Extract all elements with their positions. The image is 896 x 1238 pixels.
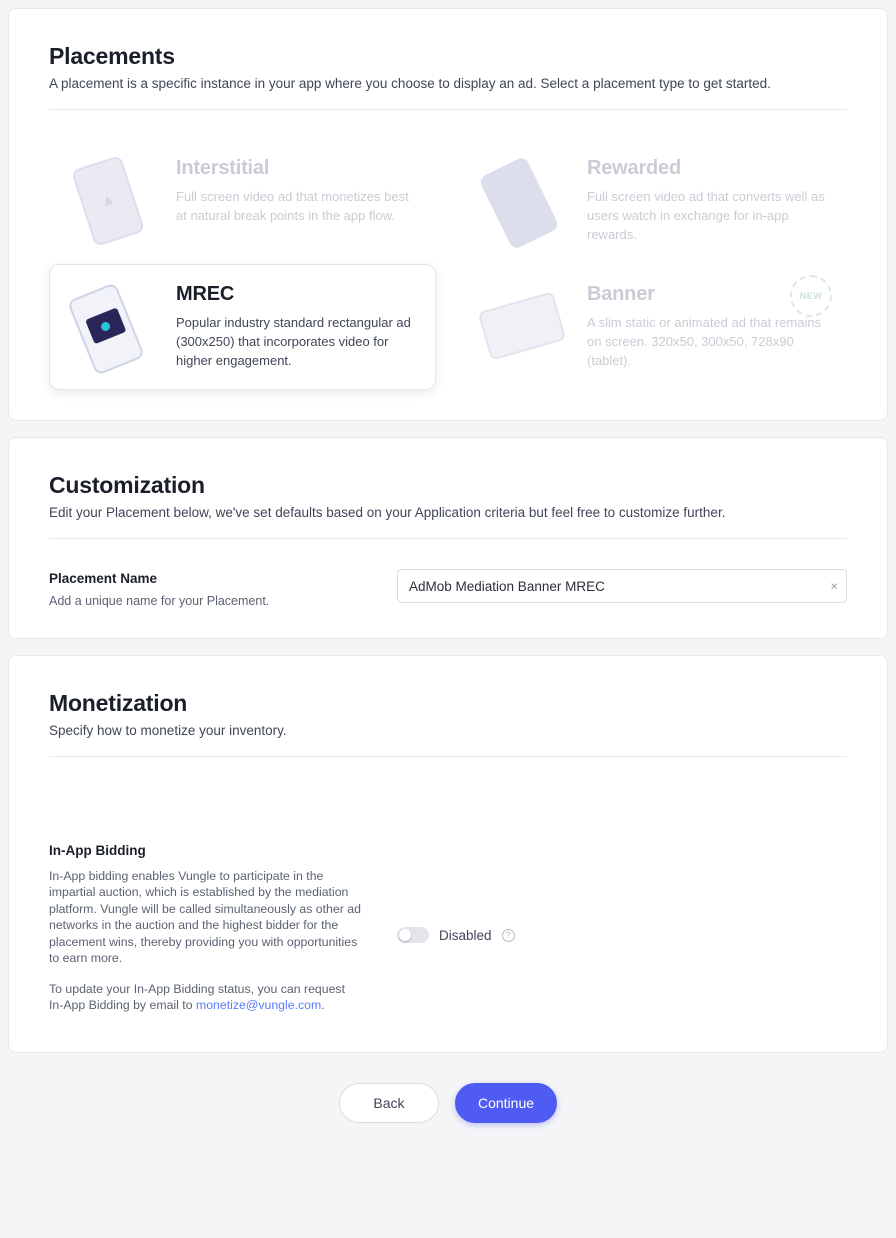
- placement-name-input[interactable]: [397, 569, 847, 603]
- placements-divider: [49, 109, 847, 110]
- in-app-bidding-contact: [49, 981, 361, 1014]
- placement-option-rewarded[interactable]: [460, 138, 847, 264]
- monetization-subtitle: Specify how to monetize your inventory.: [49, 723, 287, 738]
- in-app-bidding-state-label: Disabled: [439, 927, 492, 943]
- monetize-email-link[interactable]: monetize@vungle.com: [195, 998, 322, 1013]
- placement-option-title: Interstitial: [176, 157, 270, 179]
- placement-option-mrec[interactable]: [49, 264, 436, 390]
- placement-option-title: Rewarded: [587, 157, 681, 179]
- in-app-bidding-description: In-App bidding enables Vungle to participate in the impartial auction, which is established by the mediation platform. Vungle will be called simultaneously as other ad networks in the auction and the highest bidder for the placement wins, thereby providing you with opportunities to earn more.: [49, 869, 361, 966]
- monetization-card: [8, 655, 888, 1053]
- placement-options-grid: [49, 138, 847, 390]
- toggle-knob: [399, 929, 411, 941]
- placement-option-banner[interactable]: [460, 264, 847, 390]
- banner-thumbnail-icon: [477, 281, 573, 373]
- new-badge-icon: NEW: [790, 275, 832, 317]
- continue-button[interactable]: Continue: [455, 1083, 557, 1123]
- customization-subtitle: Edit your Placement below, we've set defaults based on your Application criteria but feel free to customize further.: [49, 505, 726, 520]
- contact-suffix-text: .: [321, 998, 325, 1013]
- rewarded-thumbnail-icon: ◇: [477, 155, 573, 247]
- help-icon[interactable]: ?: [502, 929, 515, 942]
- customization-card: [8, 437, 888, 639]
- in-app-bidding-toggle[interactable]: [397, 927, 429, 943]
- wizard-footer: [8, 1069, 888, 1145]
- placement-name-row: [49, 569, 847, 608]
- placement-option-description: Full screen video ad that converts well as users watch in exchange for in-app rewards.: [587, 189, 825, 242]
- back-button[interactable]: Back: [339, 1083, 439, 1123]
- customization-divider: [49, 538, 847, 539]
- placement-option-title: Banner: [587, 283, 655, 305]
- placements-subtitle: A placement is a specific instance in your app where you choose to display an ad. Select a placement type to get started.: [49, 76, 771, 91]
- placement-name-label: Placement Name: [49, 571, 158, 586]
- interstitial-thumbnail-icon: ▲: [66, 155, 162, 247]
- clear-icon[interactable]: ×: [830, 578, 838, 594]
- in-app-bidding-row: [49, 843, 847, 1028]
- placement-option-interstitial[interactable]: [49, 138, 436, 264]
- placements-title: Placements: [49, 43, 175, 69]
- in-app-bidding-label: In-App Bidding: [49, 843, 146, 858]
- placement-option-description: Popular industry standard rectangular ad (300x250) that incorporates video for higher engagement.: [176, 315, 411, 368]
- placement-option-title: MREC: [176, 283, 235, 305]
- placement-option-description: Full screen video ad that monetizes best at natural break points in the app flow.: [176, 189, 409, 223]
- monetization-title: Monetization: [49, 690, 188, 716]
- placement-option-description: A slim static or animated ad that remains on screen. 320x50, 300x50, 728x90 (tablet).: [587, 315, 822, 368]
- customization-title: Customization: [49, 472, 205, 498]
- contact-prefix-text: To update your In-App Bidding status, you can request In-App Bidding by email to: [49, 981, 345, 1013]
- placements-card: [8, 8, 888, 421]
- mrec-thumbnail-icon: [66, 281, 162, 373]
- monetization-divider: [49, 756, 847, 757]
- placement-name-help: Add a unique name for your Placement.: [49, 594, 270, 608]
